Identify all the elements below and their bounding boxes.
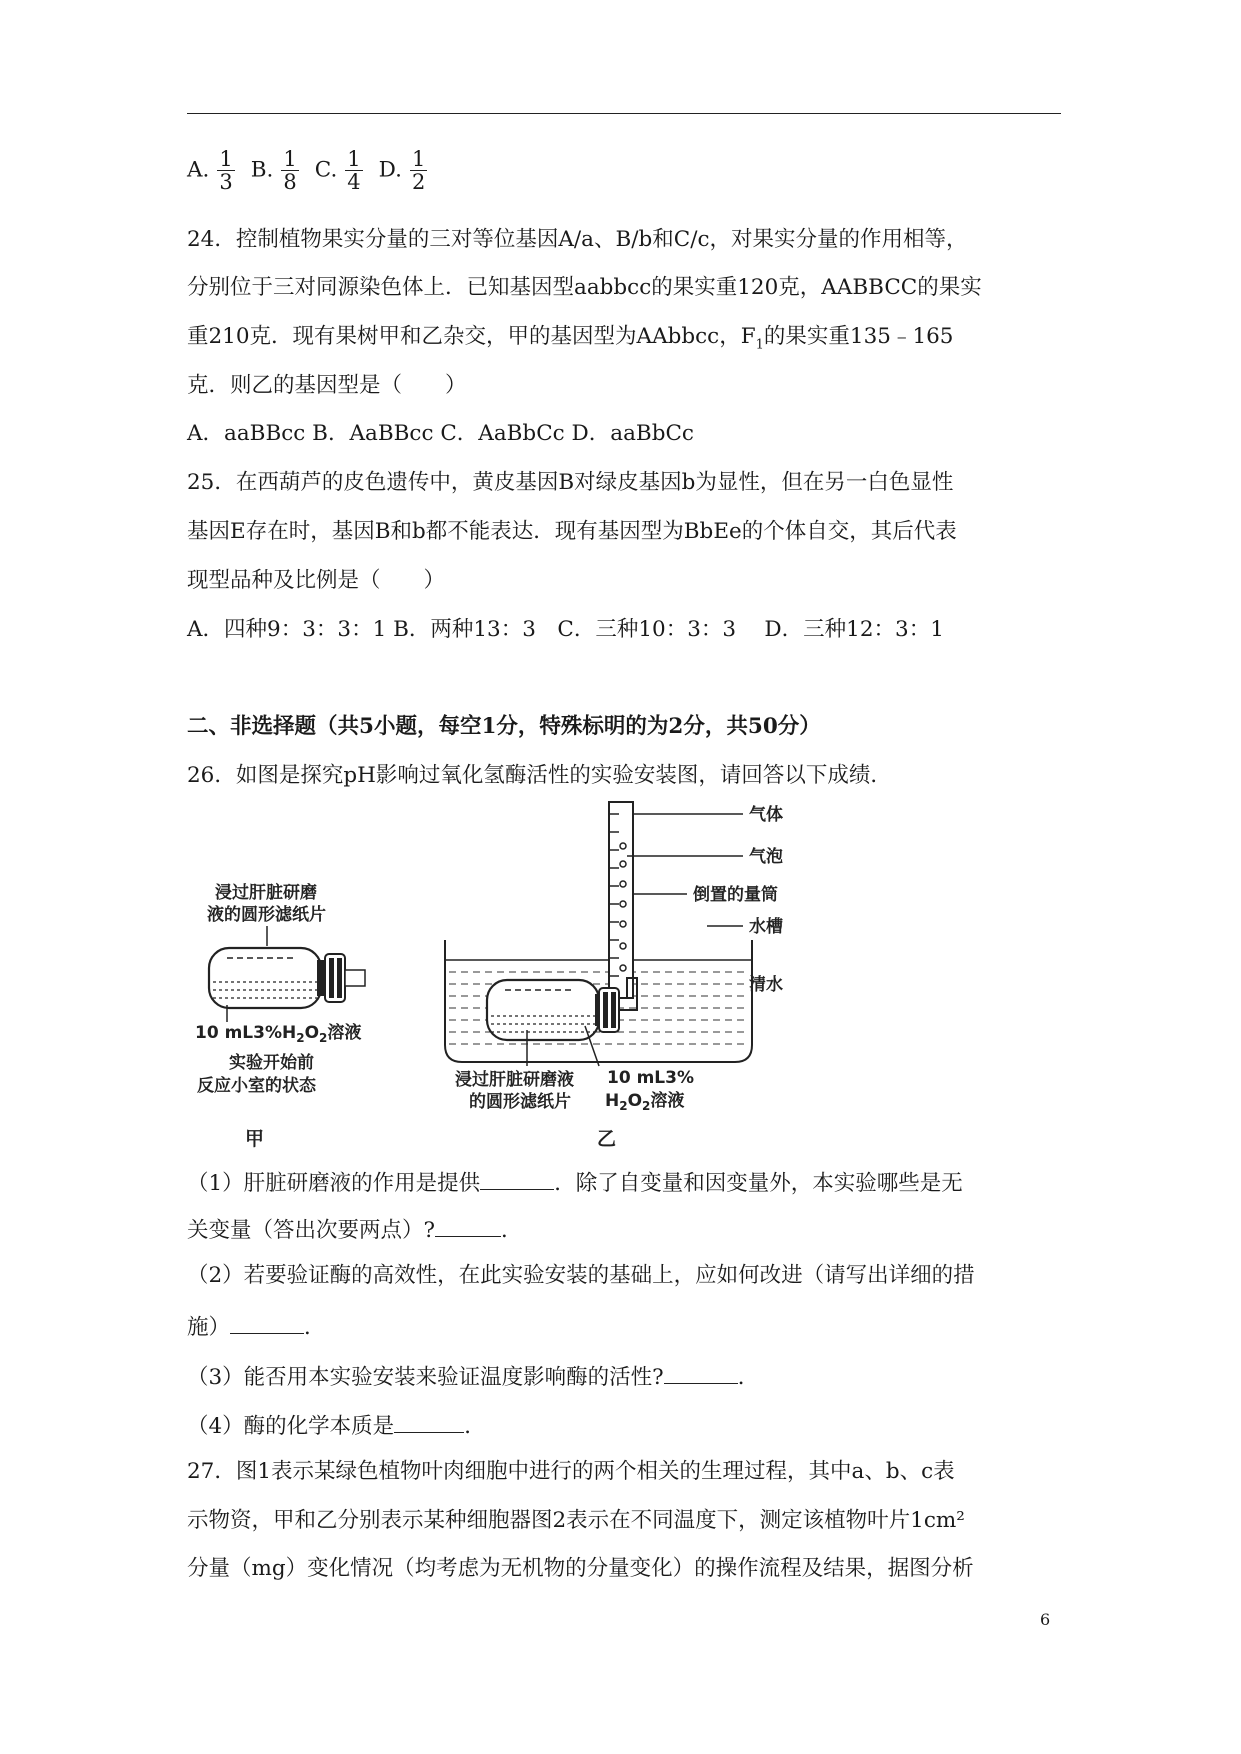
q26-part-4: （4）酶的化学本质是 ． [187, 1410, 486, 1441]
q24-line-2: 分别位于三对同源染色体上．已知基因型aabbcc的果实重120克，AABBCC的果实 [187, 275, 982, 300]
q26-part-3: （3）能否用本实验安装来验证温度影响酶的活性? ． [187, 1361, 759, 1392]
right-paper-label-1: 浸过肝脏研磨液 [455, 1070, 574, 1090]
q27-line-2: 示物资，甲和乙分别表示某种细胞器图2表示在不同温度下，测定该植物叶片1cm² [187, 1508, 965, 1533]
label-bubble: 气泡 [749, 847, 783, 867]
left-paper-label-2: 液的圆形滤纸片 [207, 905, 326, 925]
q24-line-3: 重210克．现有果树甲和乙杂交，甲的基因型为AAbbcc，$F_1$的果实重135﹣165 [187, 324, 954, 353]
label-tank: 水槽 [749, 917, 783, 937]
right-paper-label-2: 的圆形滤纸片 [469, 1092, 571, 1112]
q26-blank-1[interactable] [480, 1167, 554, 1190]
q27-line-3: 分量（mg）变化情况（均考虑为无机物的分量变化）的操作流程及结果，据图分析 [187, 1556, 974, 1581]
q24-line-4: 克．则乙的基因型是（ ） [187, 373, 467, 398]
right-caption: 乙 [597, 1128, 617, 1150]
q26-blank-5[interactable] [394, 1410, 464, 1433]
right-solution-label-2: $H_2O_2$溶液 [605, 1091, 685, 1113]
left-paper-label-1: 浸过肝脏研磨 [215, 883, 317, 903]
q24-options: A．aaBBcc B．AaBBcc C．AaBbCc D．aaBbCc [187, 421, 694, 446]
q26-part-2-line-2: 施） ． [187, 1311, 326, 1342]
left-solution-label: 10 $mL3\%H_2O_2$溶液 [195, 1023, 362, 1045]
q27-line-1: 27．图1表示某绿色植物叶肉细胞中进行的两个相关的生理过程，其中a、b、c表 [187, 1459, 955, 1484]
left-state-label-1: 实验开始前 [229, 1053, 314, 1073]
q23-options [187, 148, 443, 193]
q26-part-1-line-1: （1）肝脏研磨液的作用是提供 ．除了自变量和因变量外，本实验哪些是无 [187, 1167, 963, 1198]
header-rule [187, 113, 1061, 114]
q26-blank-3[interactable] [230, 1311, 304, 1334]
page-number: 6 [1040, 1610, 1051, 1629]
q24-line-1: 24．控制植物果实分量的三对等位基因A/a、B/b和C/c，对果实分量的作用相等， [187, 227, 968, 252]
q25-line-3: 现型品种及比例是（ ） [187, 568, 446, 593]
label-cylinder: 倒置的量筒 [693, 885, 778, 905]
q26-blank-4[interactable] [664, 1361, 738, 1384]
label-water: 清水 [749, 975, 783, 995]
q23-option-d: D. $\frac{1}{2}$ [378, 147, 426, 194]
label-gas: 气体 [749, 805, 783, 825]
left-caption: 甲 [245, 1128, 265, 1150]
left-reaction-chamber [209, 948, 365, 1008]
right-reaction-chamber [487, 980, 619, 1040]
q25-line-2: 基因E存在时，基因B和b都不能表达．现有基因型为BbEe的个体自交，其后代表 [187, 519, 957, 544]
q23-option-a: A. $\frac{1}{3}$ [187, 147, 233, 194]
section-heading: 二、非选择题（共5小题，每空1分，特殊标明的为2分，共50分） [187, 714, 821, 739]
q26-intro: 26．如图是探究pH影响过氧化氢酶活性的实验安装图，请回答以下成绩． [187, 763, 892, 788]
q26-blank-2[interactable] [435, 1214, 501, 1237]
right-solution-label-1: 10 mL3% [607, 1068, 694, 1088]
q26-part-2-line-1: （2）若要验证酶的高效性，在此实验安装的基础上，应如何改进（请写出详细的措 [187, 1263, 975, 1288]
q23-option-c: C. $\frac{1}{4}$ [314, 147, 361, 194]
left-state-label-2: 反应小室的状态 [197, 1076, 316, 1096]
q26-part-1-line-2: 关变量（答出次要两点）? ． [187, 1214, 523, 1245]
q25-line-1: 25．在西葫芦的皮色遗传中，黄皮基因B对绿皮基因b为显性，但在另一白色显性 [187, 470, 954, 495]
q23-option-b: B. $\frac{1}{8}$ [250, 147, 297, 194]
q25-options: A．四种9：3：3：1 B．两种13：3 C．三种10：3：3 D．三种12：3：1 [187, 617, 944, 642]
experiment-figure [187, 800, 887, 1152]
inverted-cylinder [587, 802, 637, 1010]
